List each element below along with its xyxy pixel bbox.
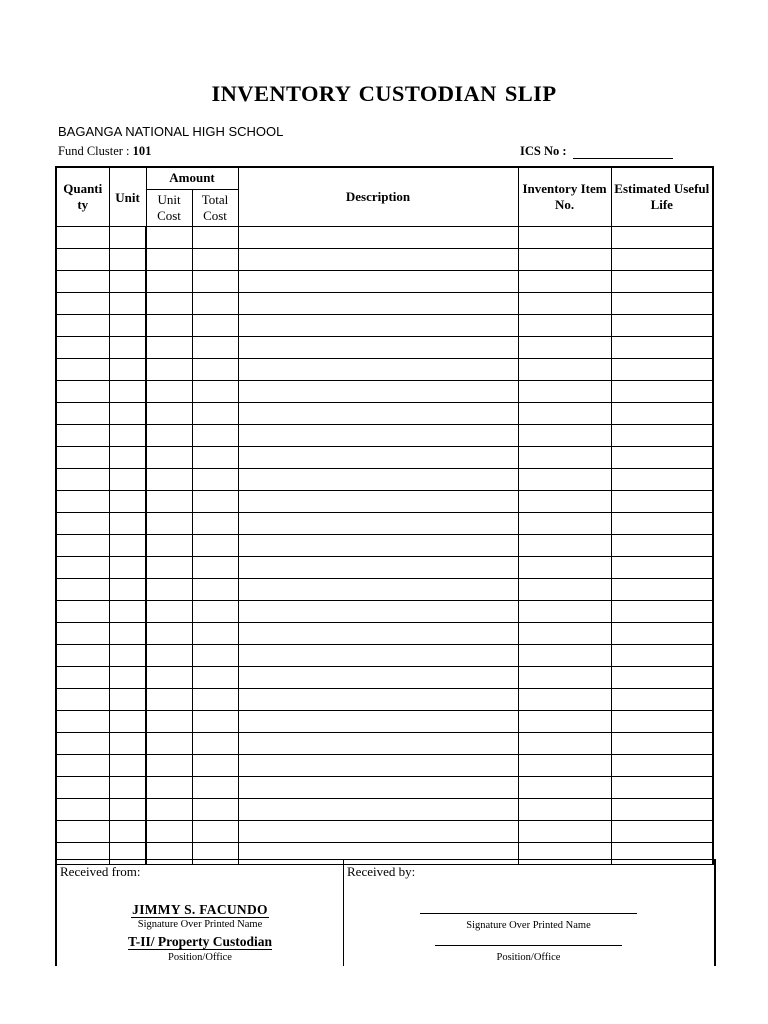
header-description: Description [238,167,518,226]
cell-quantity[interactable] [56,402,109,424]
document-title: INVENTORY CUSTODIAN SLIP [211,81,557,106]
custodian-name [57,902,343,918]
cell-useful-life[interactable] [611,600,713,622]
cell-useful-life[interactable] [611,226,713,248]
cell-unit[interactable] [109,622,146,644]
table-row [56,468,713,490]
cell-quantity[interactable] [56,644,109,666]
cell-inventory-item-no[interactable] [518,710,611,732]
custodian-name-text: JIMMY S. FACUNDO [132,902,268,917]
cell-unit-cost[interactable] [146,424,192,446]
cell-total-cost[interactable] [192,380,238,402]
cell-total-cost[interactable] [192,226,238,248]
cell-total-cost[interactable] [192,732,238,754]
cell-unit[interactable] [109,666,146,688]
cell-useful-life[interactable] [611,336,713,358]
cell-total-cost[interactable] [192,512,238,534]
table-row [56,754,713,776]
cell-total-cost[interactable] [192,644,238,666]
ics-no [520,144,673,159]
cell-unit-cost[interactable] [146,578,192,600]
cell-description[interactable] [238,732,518,754]
fund-cluster [58,144,151,159]
cell-description[interactable] [238,666,518,688]
received-by-position-caption: Position/Office [496,952,561,963]
cell-unit[interactable] [109,732,146,754]
cell-inventory-item-no[interactable] [518,314,611,336]
cell-total-cost[interactable] [192,578,238,600]
cell-description[interactable] [238,798,518,820]
cell-description[interactable] [238,490,518,512]
cell-unit-cost[interactable] [146,556,192,578]
cell-unit[interactable] [109,710,146,732]
cell-useful-life[interactable] [611,820,713,842]
cell-unit-cost[interactable] [146,688,192,710]
custodian-position [57,934,343,950]
cell-total-cost[interactable] [192,358,238,380]
header-amount: Amount [146,167,238,189]
cell-unit[interactable] [109,820,146,842]
cell-description[interactable] [238,468,518,490]
cell-total-cost[interactable] [192,820,238,842]
cell-unit[interactable] [109,556,146,578]
cell-unit[interactable] [109,380,146,402]
custodian-position-text: T-II/ Property Custodian [127,934,273,949]
cell-useful-life[interactable] [611,424,713,446]
cell-useful-life[interactable] [611,512,713,534]
table-row [56,292,713,314]
table-row [56,424,713,446]
cell-total-cost[interactable] [192,446,238,468]
cell-useful-life[interactable] [611,710,713,732]
cell-inventory-item-no[interactable] [518,754,611,776]
cell-unit-cost[interactable] [146,644,192,666]
received-by-signature-line[interactable] [420,913,637,914]
cell-description[interactable] [238,226,518,248]
cell-description[interactable] [238,270,518,292]
table-row [56,446,713,468]
cell-quantity[interactable] [56,798,109,820]
cell-description[interactable] [238,710,518,732]
cell-unit[interactable] [109,314,146,336]
table-row [56,226,713,248]
cell-unit-cost[interactable] [146,358,192,380]
cell-unit-cost[interactable] [146,292,192,314]
cell-description[interactable] [238,622,518,644]
cell-inventory-item-no[interactable] [518,380,611,402]
cell-total-cost[interactable] [192,534,238,556]
received-from-signature-caption: Signature Over Printed Name [137,919,263,930]
cell-total-cost[interactable] [192,600,238,622]
cell-quantity[interactable] [56,622,109,644]
cell-unit-cost[interactable] [146,490,192,512]
table-row [56,688,713,710]
cell-useful-life[interactable] [611,314,713,336]
cell-quantity[interactable] [56,820,109,842]
header-unit: Unit [109,167,146,226]
fund-cluster-value: 101 [132,144,152,158]
table-row [56,248,713,270]
cell-quantity[interactable] [56,314,109,336]
cell-unit[interactable] [109,358,146,380]
cell-total-cost[interactable] [192,314,238,336]
cell-inventory-item-no[interactable] [518,666,611,688]
cell-quantity[interactable] [56,226,109,248]
cell-inventory-item-no[interactable] [518,798,611,820]
cell-unit[interactable] [109,424,146,446]
table-row [56,666,713,688]
cell-quantity[interactable] [56,336,109,358]
cell-unit[interactable] [109,446,146,468]
cell-description[interactable] [238,380,518,402]
cell-unit-cost[interactable] [146,248,192,270]
cell-unit-cost[interactable] [146,380,192,402]
fund-cluster-label: Fund Cluster : [58,144,133,158]
cell-inventory-item-no[interactable] [518,776,611,798]
cell-unit[interactable] [109,512,146,534]
cell-description[interactable] [238,314,518,336]
cell-total-cost[interactable] [192,622,238,644]
cell-inventory-item-no[interactable] [518,688,611,710]
cell-description[interactable] [238,336,518,358]
cell-inventory-item-no[interactable] [518,644,611,666]
cell-unit-cost[interactable] [146,732,192,754]
cell-useful-life[interactable] [611,248,713,270]
cell-unit[interactable] [109,644,146,666]
cell-unit[interactable] [109,336,146,358]
cell-inventory-item-no[interactable] [518,490,611,512]
signature-section [55,859,716,966]
table-row [56,314,713,336]
cell-useful-life[interactable] [611,534,713,556]
school-name: BAGANGA NATIONAL HIGH SCHOOL [58,124,284,139]
cell-useful-life[interactable] [611,666,713,688]
cell-inventory-item-no[interactable] [518,622,611,644]
cell-unit-cost[interactable] [146,798,192,820]
cell-inventory-item-no[interactable] [518,424,611,446]
cell-unit-cost[interactable] [146,512,192,534]
table-row [56,798,713,820]
cell-useful-life[interactable] [611,644,713,666]
cell-inventory-item-no[interactable] [518,292,611,314]
cell-useful-life[interactable] [611,754,713,776]
cell-useful-life[interactable] [611,556,713,578]
cell-inventory-item-no[interactable] [518,820,611,842]
signature-divider [343,860,344,966]
cell-unit-cost[interactable] [146,468,192,490]
cell-total-cost[interactable] [192,468,238,490]
items-table [55,166,714,865]
cell-quantity[interactable] [56,490,109,512]
cell-useful-life[interactable] [611,688,713,710]
cell-unit-cost[interactable] [146,226,192,248]
cell-total-cost[interactable] [192,490,238,512]
cell-unit-cost[interactable] [146,336,192,358]
cell-unit[interactable] [109,402,146,424]
table-row [56,732,713,754]
ics-no-field[interactable] [573,146,673,159]
table-row [56,644,713,666]
cell-inventory-item-no[interactable] [518,512,611,534]
table-row [56,336,713,358]
cell-unit-cost[interactable] [146,270,192,292]
table-row [56,820,713,842]
cell-description[interactable] [238,292,518,314]
cell-useful-life[interactable] [611,358,713,380]
cell-unit[interactable] [109,578,146,600]
header-total-cost: Total Cost [192,189,238,226]
header-quantity: Quanti ty [56,167,109,226]
cell-unit[interactable] [109,248,146,270]
cell-unit[interactable] [109,688,146,710]
table-row [56,402,713,424]
cell-unit[interactable] [109,226,146,248]
cell-description[interactable] [238,776,518,798]
received-by-label: Received by: [347,864,416,879]
cell-description[interactable] [238,402,518,424]
table-row [56,776,713,798]
cell-useful-life[interactable] [611,402,713,424]
cell-inventory-item-no[interactable] [518,226,611,248]
cell-unit-cost[interactable] [146,314,192,336]
cell-inventory-item-no[interactable] [518,402,611,424]
cell-quantity[interactable] [56,446,109,468]
cell-total-cost[interactable] [192,402,238,424]
cell-useful-life[interactable] [611,380,713,402]
cell-quantity[interactable] [56,468,109,490]
cell-quantity[interactable] [56,710,109,732]
cell-useful-life[interactable] [611,578,713,600]
received-from-label: Received from: [60,864,141,879]
table-row [56,556,713,578]
table-row [56,710,713,732]
cell-unit[interactable] [109,754,146,776]
cell-inventory-item-no[interactable] [518,468,611,490]
cell-unit[interactable] [109,292,146,314]
cell-unit[interactable] [109,468,146,490]
cell-unit[interactable] [109,490,146,512]
table-row [56,358,713,380]
cell-useful-life[interactable] [611,468,713,490]
cell-unit-cost[interactable] [146,776,192,798]
cell-quantity[interactable] [56,578,109,600]
cell-total-cost[interactable] [192,336,238,358]
cell-description[interactable] [238,644,518,666]
cell-useful-life[interactable] [611,292,713,314]
cell-useful-life[interactable] [611,490,713,512]
cell-quantity[interactable] [56,556,109,578]
cell-description[interactable] [238,248,518,270]
cell-useful-life[interactable] [611,622,713,644]
cell-description[interactable] [238,600,518,622]
cell-quantity[interactable] [56,512,109,534]
cell-total-cost[interactable] [192,556,238,578]
cell-description[interactable] [238,688,518,710]
cell-unit-cost[interactable] [146,446,192,468]
cell-total-cost[interactable] [192,776,238,798]
cell-total-cost[interactable] [192,248,238,270]
cell-inventory-item-no[interactable] [518,732,611,754]
cell-description[interactable] [238,358,518,380]
table-row [56,578,713,600]
cell-unit[interactable] [109,600,146,622]
ics-no-label: ICS No : [520,144,570,158]
cell-inventory-item-no[interactable] [518,600,611,622]
cell-description[interactable] [238,424,518,446]
cell-quantity[interactable] [56,688,109,710]
cell-unit[interactable] [109,776,146,798]
cell-inventory-item-no[interactable] [518,248,611,270]
cell-description[interactable] [238,534,518,556]
cell-useful-life[interactable] [611,732,713,754]
cell-unit-cost[interactable] [146,820,192,842]
header-estimated-useful-life: Estimated Useful Life [611,167,713,226]
cell-unit-cost[interactable] [146,534,192,556]
cell-description[interactable] [238,556,518,578]
cell-inventory-item-no[interactable] [518,336,611,358]
received-from-position-caption: Position/Office [168,952,232,963]
cell-quantity[interactable] [56,666,109,688]
cell-total-cost[interactable] [192,424,238,446]
cell-inventory-item-no[interactable] [518,578,611,600]
cell-unit-cost[interactable] [146,622,192,644]
cell-inventory-item-no[interactable] [518,358,611,380]
cell-description[interactable] [238,446,518,468]
cell-useful-life[interactable] [611,270,713,292]
cell-unit-cost[interactable] [146,710,192,732]
cell-total-cost[interactable] [192,798,238,820]
cell-inventory-item-no[interactable] [518,556,611,578]
cell-unit[interactable] [109,534,146,556]
cell-quantity[interactable] [56,270,109,292]
cell-quantity[interactable] [56,754,109,776]
cell-unit-cost[interactable] [146,666,192,688]
cell-description[interactable] [238,512,518,534]
table-row [56,380,713,402]
cell-unit[interactable] [109,798,146,820]
cell-inventory-item-no[interactable] [518,446,611,468]
cell-useful-life[interactable] [611,798,713,820]
cell-description[interactable] [238,754,518,776]
cell-total-cost[interactable] [192,754,238,776]
cell-unit[interactable] [109,270,146,292]
cell-quantity[interactable] [56,424,109,446]
cell-quantity[interactable] [56,732,109,754]
cell-quantity[interactable] [56,380,109,402]
received-by-position-line[interactable] [435,945,622,946]
cell-unit-cost[interactable] [146,402,192,424]
table-row [56,622,713,644]
header-unit-cost: Unit Cost [146,189,192,226]
cell-quantity[interactable] [56,534,109,556]
cell-total-cost[interactable] [192,270,238,292]
cell-quantity[interactable] [56,358,109,380]
cell-useful-life[interactable] [611,446,713,468]
cell-unit-cost[interactable] [146,754,192,776]
cell-quantity[interactable] [56,248,109,270]
cell-quantity[interactable] [56,600,109,622]
cell-total-cost[interactable] [192,710,238,732]
cell-inventory-item-no[interactable] [518,534,611,556]
table-row [56,270,713,292]
cell-inventory-item-no[interactable] [518,270,611,292]
cell-description[interactable] [238,578,518,600]
cell-total-cost[interactable] [192,666,238,688]
cell-useful-life[interactable] [611,776,713,798]
cell-total-cost[interactable] [192,688,238,710]
cell-quantity[interactable] [56,776,109,798]
table-row [56,534,713,556]
cell-unit-cost[interactable] [146,600,192,622]
cell-total-cost[interactable] [192,292,238,314]
table-row [56,512,713,534]
table-row [56,490,713,512]
received-by-signature-caption: Signature Over Printed Name [466,920,591,931]
cell-quantity[interactable] [56,292,109,314]
header-inventory-item-no: Inventory Item No. [518,167,611,226]
table-row [56,600,713,622]
cell-description[interactable] [238,820,518,842]
